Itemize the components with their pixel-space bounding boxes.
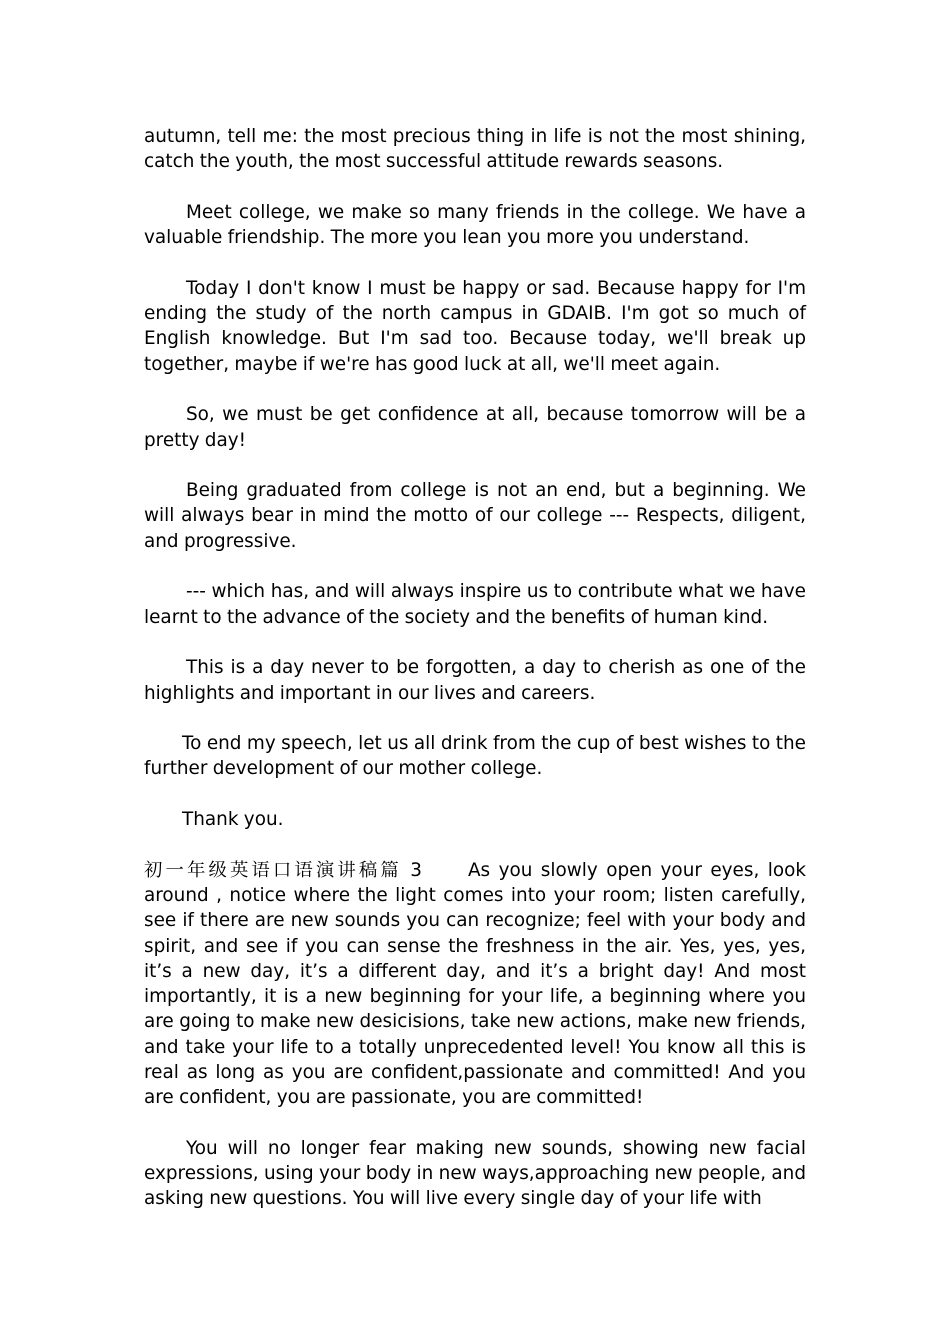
- paragraph-5: Being graduated from college is not an end, but a beginning. We will always bear in mind the motto of our college --- Respects, diligent, and progressive.: [144, 480, 806, 552]
- paragraph-1: autumn, tell me: the most precious thing in life is not the most shining, catch the youth, the most successful attitude rewards seasons.: [144, 126, 806, 173]
- paragraph-3: Today I don't know I must be happy or sad. Because happy for I'm ending the study of the north campus in GDAIB. I'm got so much of English knowledge. But I'm sad too. Because today, we'll break up together, maybe if we're has good luck at all, we'll meet again.: [144, 277, 806, 375]
- paragraph-6: --- which has, and will always inspire us to contribute what we have learnt to the advance of the society and the benefits of human kind.: [144, 581, 806, 628]
- paragraph-7: This is a day never to be forgotten, a day to cherish as one of the highlights and important in our lives and careers.: [144, 657, 806, 704]
- paragraph-9: Thank you.: [182, 809, 284, 831]
- paragraph-4: So, we must be get confidence at all, because tomorrow will be a pretty day!: [144, 404, 806, 451]
- paragraph-8: To end my speech, let us all drink from the cup of best wishes to the further development of our mother college.: [144, 733, 806, 780]
- paragraph-2: Meet college, we make so many friends in the college. We have a valuable friendship. The more you lean you more you understand.: [144, 201, 806, 249]
- paragraph-final: You will no longer fear making new sounds, showing new facial expressions, using your body in new ways,approaching new people, and asking new questions. You will live every single day of your life with: [144, 1137, 806, 1210]
- document-body: [144, 124, 806, 1237]
- section-heading: 初一年级英语口语演讲稿篇 3: [144, 859, 422, 881]
- section-paragraph: [144, 858, 806, 1111]
- section-body: As you slowly open your eyes, look around , notice where the light comes into your room; listen carefully, see if there are new sounds you can recognize; feel with your body and spirit, and see if you can sense the freshness in the air. Yes, yes, yes, it’s a new day, it’s a different day, and it’s a bright day! And most importantly, it is a new beginning for your life, a beginning where you are going to make new desicisions, take new actions, make new friends, and take your life to a totally unprecedented level! You know all this is real as long as you are confident,passionate and committed! And you are confident, you are passionate, you are committed!: [144, 859, 806, 1109]
